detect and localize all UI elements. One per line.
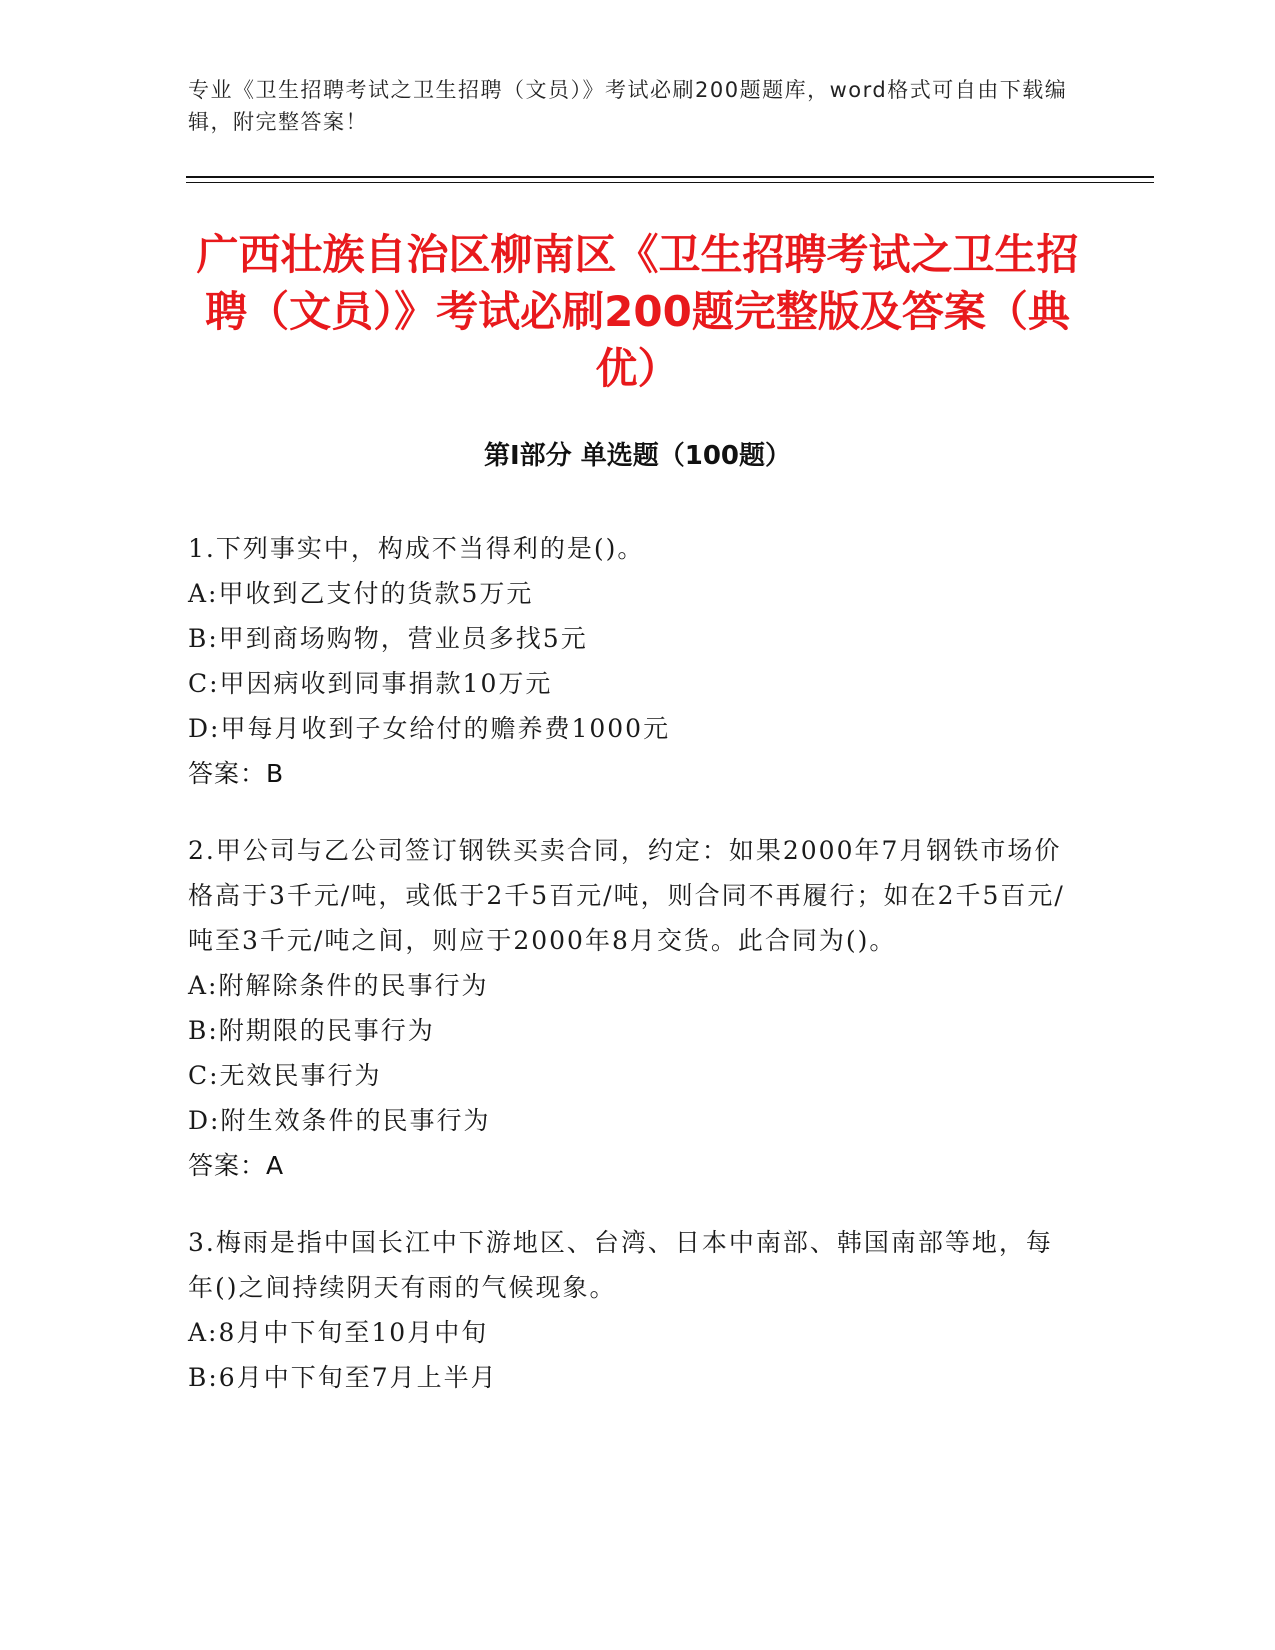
question-3 bbox=[188, 1220, 1068, 1400]
header-rule-thin bbox=[186, 182, 1154, 183]
question-answer: 答案：B bbox=[188, 759, 285, 788]
document-title: 广西壮族自治区柳南区《卫生招聘考试之卫生招聘（文员）》考试必刷200题完整版及答案（典优） bbox=[196, 230, 1079, 393]
question-text: 1.下列事实中，构成不当得利的是()。 bbox=[188, 534, 645, 563]
question-option-a: A:附解除条件的民事行为 bbox=[188, 971, 489, 1000]
question-option-b: B:附期限的民事行为 bbox=[188, 1016, 435, 1045]
question-option-c: C:甲因病收到同事捐款10万元 bbox=[188, 669, 553, 698]
question-2 bbox=[188, 828, 1068, 1188]
question-option-a: A:甲收到乙支付的货款5万元 bbox=[188, 579, 534, 608]
question-option-d: D:附生效条件的民事行为 bbox=[188, 1106, 491, 1135]
question-1 bbox=[188, 526, 1068, 796]
section-title: 第I部分 单选题（100题） bbox=[484, 441, 791, 471]
question-option-c: C:无效民事行为 bbox=[188, 1061, 382, 1090]
question-text: 3.梅雨是指中国长江中下游地区、台湾、日本中南部、韩国南部等地，每年()之间持续阴天有雨的气候现象。 bbox=[188, 1228, 1053, 1302]
question-answer: 答案：A bbox=[188, 1151, 285, 1180]
question-option-b: B:甲到商场购物，营业员多找5元 bbox=[188, 624, 588, 653]
question-list bbox=[188, 526, 1068, 1432]
question-option-a: A:8月中下旬至10月中旬 bbox=[188, 1318, 489, 1347]
header-note: 专业《卫生招聘考试之卫生招聘（文员）》考试必刷200题题库，word格式可自由下载编辑，附完整答案！ bbox=[188, 78, 1068, 134]
header-rule-thick bbox=[186, 176, 1154, 178]
question-option-b: B:6月中下旬至7月上半月 bbox=[188, 1363, 498, 1392]
question-option-d: D:甲每月收到子女给付的赡养费1000元 bbox=[188, 714, 671, 743]
question-text: 2.甲公司与乙公司签订钢铁买卖合同，约定：如果2000年7月钢铁市场价格高于3千元/吨，或低于2千5百元/吨，则合同不再履行；如在2千5百元/吨至3千元/吨之间，则应于2000年8月交货。此合同为()。 bbox=[188, 836, 1065, 955]
